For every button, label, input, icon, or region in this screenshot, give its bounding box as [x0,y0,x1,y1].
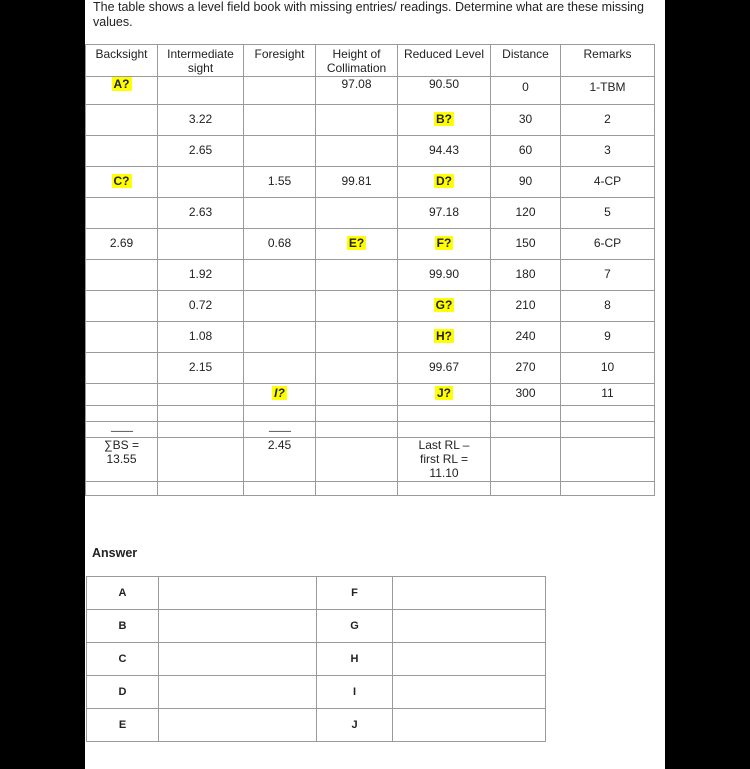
fs-value [244,260,315,267]
missing-value: I? [274,386,285,400]
table-row [86,260,655,291]
answer-label: E [87,709,159,742]
cell-hoc [316,322,398,353]
table-row [86,353,655,384]
dist-value: 210 [515,298,536,312]
cell-is [158,136,244,167]
cell-bs [86,322,158,353]
is-value: 2.15 [188,360,213,374]
intro-text: The table shows a level field book with missing entries/ readings. Determine what are these missing values. [93,0,644,29]
rl-value: 94.43 [428,143,460,157]
rl-value [398,167,490,188]
cell-hoc [316,353,398,384]
fs-value [244,353,315,360]
answer-label: D [87,676,159,709]
hoc-value [316,384,397,386]
cell-rl [398,167,491,198]
fs-value [244,384,315,400]
answer-label: F [317,577,393,610]
answer-field[interactable] [159,676,317,709]
dist-value: 150 [515,236,536,250]
dist-value: 180 [515,267,536,281]
cell-rl [398,105,491,136]
answer-label: I [317,676,393,709]
cell-dist [491,198,561,229]
dash-line: ----------- [110,426,133,436]
bs-value [86,167,157,188]
header-backsight: Backsight [86,45,158,77]
cell-fs [244,384,316,406]
missing-value: J? [436,386,451,400]
dist-value: 60 [518,143,533,157]
table-row [86,322,655,353]
cell-rl [398,384,491,406]
cell-dist [491,322,561,353]
cell-fs [244,198,316,229]
cell-remarks [561,384,655,406]
remarks-value: 10 [600,360,615,374]
fs-value [244,291,315,298]
cell-bs [86,291,158,322]
dist-value: 300 [515,386,536,400]
rl-value [398,229,490,250]
rl-difference: Last RL – first RL = 11.10 [398,438,491,482]
cell-fs [244,167,316,198]
is-value: 2.65 [188,143,213,157]
cell-hoc [316,198,398,229]
remarks-value: 9 [604,329,611,343]
bs-value [86,353,157,360]
header-intermediate-sight: Intermediate sight [158,45,244,77]
hoc-value [316,322,397,329]
missing-value: B? [436,112,452,126]
cell-hoc [316,291,398,322]
remarks-value: 5 [604,205,611,219]
cell-fs [244,322,316,353]
cell-dist [491,136,561,167]
hoc-value [316,229,397,250]
cell-hoc: 97.08 [316,77,398,105]
answer-field[interactable] [393,709,546,742]
cell-dist [491,353,561,384]
table-row [86,291,655,322]
cell-bs [86,198,158,229]
hoc-value: 99.81 [341,174,372,188]
cell-rl: 90.50 [398,77,491,105]
answer-row [87,610,546,643]
table-row [86,229,655,260]
answer-title: Answer [92,546,138,560]
missing-value: E? [348,236,365,250]
cell-is [158,353,244,384]
cell-bs [86,136,158,167]
remarks-value: 2 [604,112,611,126]
answer-row [87,709,546,742]
header-height-of-collimation: Height of Collimation [316,45,398,77]
header-foresight: Foresight [244,45,316,77]
cell-remarks [561,353,655,384]
fs-value [244,136,315,143]
cell-is [158,77,244,105]
fs-value [244,105,315,112]
bs-value [86,322,157,329]
cell-rl [398,260,491,291]
header-distance: Distance [491,45,561,77]
hoc-value [316,353,397,360]
header-remarks: Remarks [561,45,655,77]
cell-is [158,167,244,198]
dist-value: 0 [522,80,529,94]
is-value [158,167,243,174]
sum-foresight: 2.45 [244,438,316,482]
dash-line: ----------- [268,426,291,436]
cell-hoc [316,229,398,260]
answer-field[interactable] [159,643,317,676]
answer-label: A [87,577,159,610]
answer-field[interactable] [393,610,546,643]
remarks-value: 8 [604,298,611,312]
fs-value [244,198,315,205]
cell-dist [491,260,561,291]
is-value: 2.63 [188,205,213,219]
cell-remarks [561,291,655,322]
is-value: 1.92 [188,267,213,281]
cell-rl [398,136,491,167]
hoc-value [316,291,397,298]
bs-value [86,105,157,112]
cell-fs [244,353,316,384]
cell-fs [244,105,316,136]
cell-dist [491,291,561,322]
fs-value: 1.55 [267,174,292,188]
rl-value [398,322,490,343]
bs-value [86,291,157,298]
cell-bs [86,229,158,260]
answer-row [87,643,546,676]
cell-is [158,198,244,229]
cell-hoc [316,260,398,291]
cell-fs [244,229,316,260]
fs-value: 0.68 [267,236,292,250]
cell-dist [491,229,561,260]
table-row [86,384,655,406]
dist-value: 120 [515,205,536,219]
cell-bs [86,77,158,105]
table-row [86,136,655,167]
bs-value [86,136,157,143]
cell-hoc [316,105,398,136]
rl-value [398,105,490,126]
cell-bs [86,167,158,198]
answer-field[interactable] [393,676,546,709]
answer-row [87,577,546,610]
bs-value [86,260,157,267]
cell-remarks [561,229,655,260]
rl-value [398,384,490,400]
cell-rl [398,353,491,384]
sum-backsight: ∑BS = 13.55 [86,438,158,482]
bs-value [86,198,157,205]
cell-fs [244,77,316,105]
remarks-value: 4-CP [593,174,622,188]
missing-value: F? [436,236,452,250]
bs-value: 2.69 [109,236,134,250]
is-value: 0.72 [188,298,213,312]
missing-value: D? [436,174,452,188]
is-value [158,229,243,236]
table-row [86,105,655,136]
rl-value: 99.67 [428,360,460,374]
remarks-value: 1-TBM [589,80,626,94]
cell-rl [398,322,491,353]
answer-label: H [317,643,393,676]
cell-hoc [316,136,398,167]
cell-remarks [561,260,655,291]
cell-fs [244,260,316,291]
hoc-value [316,260,397,267]
answer-field[interactable] [159,577,317,610]
cell-bs [86,384,158,406]
cell-is [158,384,244,406]
cell-fs [244,136,316,167]
dist-value: 30 [518,112,533,126]
missing-value: H? [436,329,452,343]
remarks-value: 11 [601,386,614,400]
cell-bs [86,105,158,136]
cell-remarks [561,198,655,229]
dash-row [86,422,655,438]
level-field-book-table [85,44,655,496]
dist-value: 270 [515,360,536,374]
cell-remarks [561,322,655,353]
answer-row [87,676,546,709]
answer-field[interactable] [393,643,546,676]
cell-remarks [561,77,655,105]
cell-hoc [316,167,398,198]
header-reduced-level: Reduced Level [398,45,491,77]
cell-hoc [316,384,398,406]
hoc-value [316,105,397,112]
fs-value [244,322,315,329]
hoc-value [316,136,397,143]
totals-row [86,438,655,482]
answer-label: B [87,610,159,643]
cell-rl [398,198,491,229]
cell-is [158,322,244,353]
answer-table [86,576,546,742]
cell-dist [491,77,561,105]
missing-value: A? [113,77,130,91]
blank-row [86,482,655,496]
answer-field[interactable] [159,709,317,742]
answer-label: G [317,610,393,643]
cell-bs [86,260,158,291]
cell-is [158,229,244,260]
table-row [86,167,655,198]
cell-bs [86,353,158,384]
is-value: 3.22 [188,112,213,126]
remarks-value: 7 [604,267,611,281]
rl-value: 97.18 [428,205,460,219]
cell-fs [244,291,316,322]
hoc-value [316,198,397,205]
answer-field[interactable] [393,577,546,610]
answer-field[interactable] [159,610,317,643]
cell-rl [398,291,491,322]
is-value: 1.08 [188,329,213,343]
dist-value: 90 [518,174,533,188]
rl-value: 99.90 [428,267,460,281]
answer-label: J [317,709,393,742]
cell-remarks [561,105,655,136]
cell-rl [398,229,491,260]
cell-remarks [561,167,655,198]
is-value [158,384,243,386]
header-row [86,45,655,77]
missing-value: G? [435,298,453,312]
remarks-value: 6-CP [593,236,622,250]
dist-value: 240 [515,329,536,343]
missing-value: C? [113,174,130,188]
rl-value [398,291,490,312]
table-row [86,77,655,105]
table-row [86,198,655,229]
cell-is [158,105,244,136]
cell-dist [491,384,561,406]
cell-is [158,260,244,291]
cell-dist [491,105,561,136]
cell-dist [491,167,561,198]
bs-value [86,384,157,386]
cell-remarks [561,136,655,167]
remarks-value: 3 [604,143,611,157]
answer-label: C [87,643,159,676]
cell-is [158,291,244,322]
blank-row [86,406,655,422]
